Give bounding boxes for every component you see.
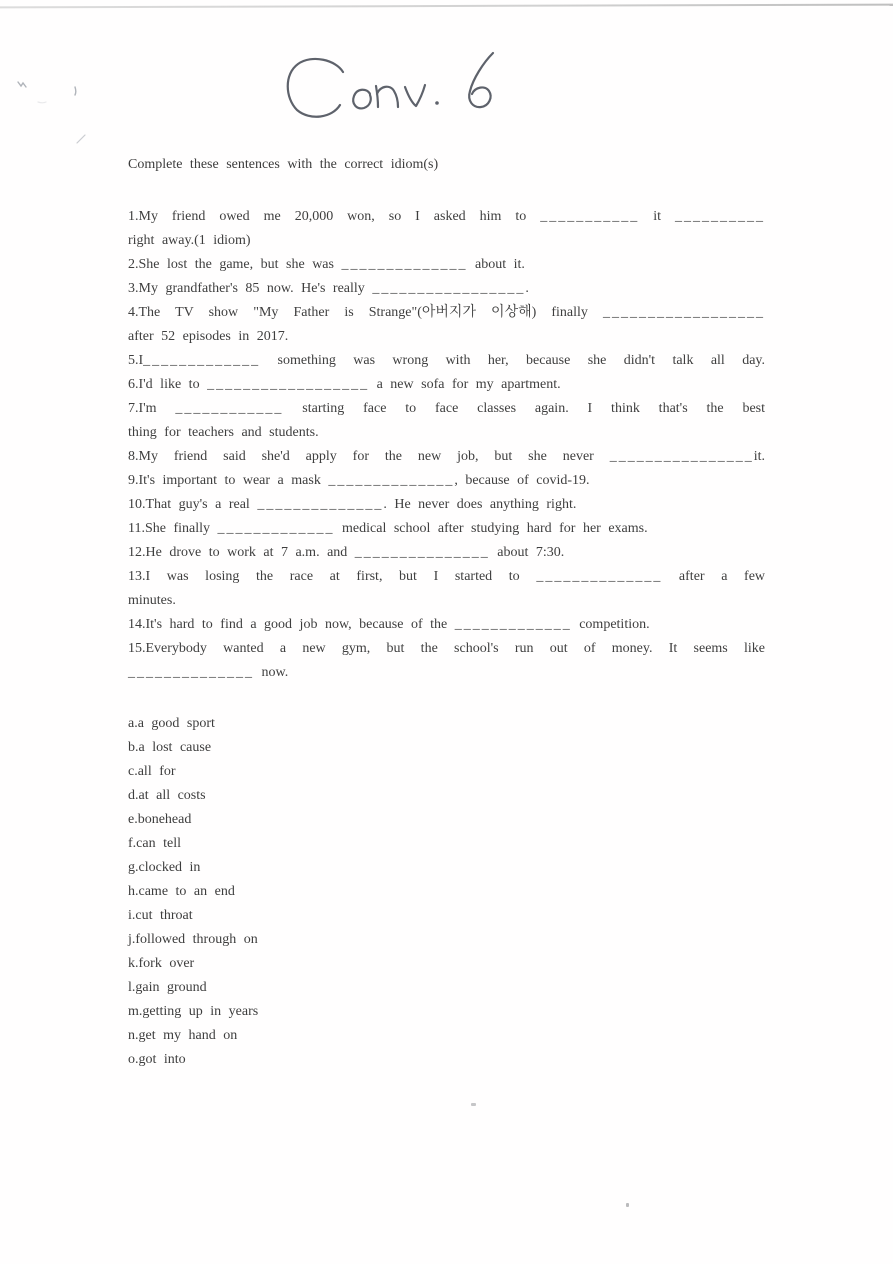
exercise-line: 15.Everybody wanted a new gym, but the school's run out of money. It seems like bbox=[128, 641, 765, 656]
idiom-option: b.a lost cause bbox=[128, 740, 212, 755]
idiom-option: a.a good sport bbox=[128, 716, 215, 731]
exercise-line: minutes. bbox=[128, 593, 176, 608]
pen-mark-squiggle bbox=[18, 82, 26, 87]
idiom-option: m.getting up in years bbox=[128, 1004, 259, 1019]
exercise-line: 6.I'd like to __________________ a new sofa for my apartment. bbox=[128, 377, 561, 392]
exercise-line: ______________ now. bbox=[128, 665, 289, 680]
exercise-line: after 52 episodes in 2017. bbox=[128, 329, 289, 344]
pen-mark-smudge bbox=[38, 102, 46, 103]
idiom-option: e.bonehead bbox=[128, 812, 192, 827]
scan-pen-marks bbox=[12, 76, 92, 148]
idiom-option: i.cut throat bbox=[128, 908, 193, 923]
handwritten-letter-v bbox=[405, 85, 425, 106]
idiom-option: h.came to an end bbox=[128, 884, 235, 899]
idiom-option: n.get my hand on bbox=[128, 1028, 238, 1043]
idiom-option: c.all for bbox=[128, 764, 176, 779]
exercise-line: 12.He drove to work at 7 a.m. and _______________ about 7:30. bbox=[128, 545, 565, 560]
idiom-option: o.got into bbox=[128, 1052, 186, 1067]
exercise-line: 14.It's hard to find a good job now, because of the _____________ competition. bbox=[128, 617, 650, 632]
exercise-line: 3.My grandfather's 85 now. He's really _________________. bbox=[128, 281, 529, 296]
handwritten-period bbox=[435, 101, 439, 105]
exercise-line: right away.(1 idiom) bbox=[128, 233, 251, 248]
idiom-option: g.clocked in bbox=[128, 860, 201, 875]
handwritten-letter-C bbox=[288, 59, 343, 117]
exercise-line: 5.I_____________ something was wrong with her, because she didn't talk all day. bbox=[128, 353, 765, 368]
exercise-line: 9.It's important to wear a mask ______________, because of covid-19. bbox=[128, 473, 590, 488]
scan-speck bbox=[626, 1203, 629, 1207]
exercise-line: 13.I was losing the race at first, but I started to ______________ after a few bbox=[128, 569, 766, 584]
pen-mark-tick bbox=[75, 87, 76, 95]
exercise-line: 1.My friend owed me 20,000 won, so I asked him to ___________ it __________ bbox=[128, 209, 765, 224]
handwritten-letter-n bbox=[376, 86, 398, 107]
scan-artifact-top-line bbox=[0, 4, 893, 8]
exercise-sentences bbox=[128, 205, 765, 685]
scan-speck bbox=[471, 1103, 476, 1106]
exercise-line: 7.I'm ____________ starting face to face classes again. I think that's the best bbox=[128, 401, 765, 416]
exercise-line: 11.She finally _____________ medical school after studying hard for her exams. bbox=[128, 521, 648, 536]
exercise-line: 4.The TV show "My Father is Strange"(아버지가 이상해) finally __________________ bbox=[128, 305, 765, 320]
idiom-option: d.at all costs bbox=[128, 788, 206, 803]
exercise-line: 8.My friend said she'd apply for the new job, but she never ________________it. bbox=[128, 449, 765, 464]
idiom-option: l.gain ground bbox=[128, 980, 207, 995]
exercise-line: thing for teachers and students. bbox=[128, 425, 319, 440]
handwritten-digit-6 bbox=[469, 53, 493, 107]
idiom-option: f.can tell bbox=[128, 836, 181, 851]
idiom-option: k.fork over bbox=[128, 956, 195, 971]
handwritten-title-conv-6 bbox=[280, 50, 510, 130]
instruction-text: Complete these sentences with the correct idiom(s) bbox=[128, 157, 439, 172]
exercise-line: 10.That guy's a real ______________. He never does anything right. bbox=[128, 497, 577, 512]
idiom-option: j.followed through on bbox=[128, 932, 258, 947]
exercise-line: 2.She lost the game, but she was ______________ about it. bbox=[128, 257, 525, 272]
handwritten-letter-o bbox=[353, 90, 371, 109]
pen-mark-diagonal bbox=[77, 135, 85, 143]
idiom-answer-bank bbox=[128, 712, 258, 1072]
